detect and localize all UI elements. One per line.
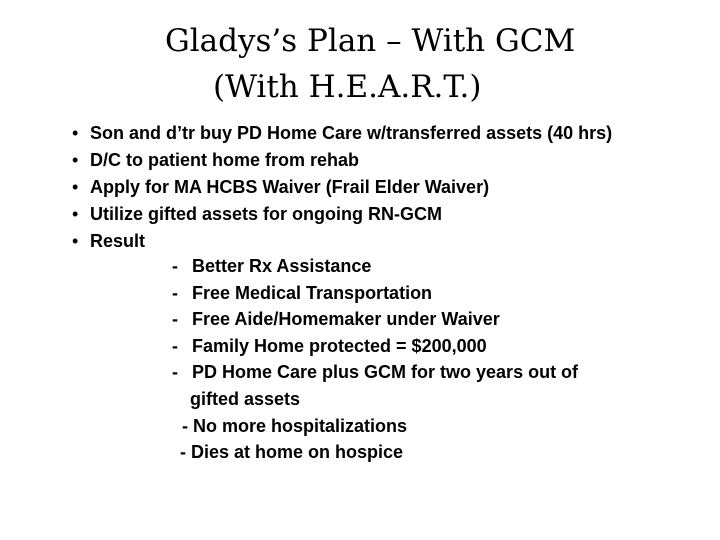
result-sublist <box>172 253 578 466</box>
bullet-dot-icon: • <box>72 150 79 170</box>
dash-marker: - <box>172 256 178 276</box>
dash-marker: - <box>172 362 178 383</box>
result-item <box>172 439 578 466</box>
bullet-item <box>72 120 612 147</box>
slide-title-line-2: (With H.E.A.R.T.) <box>213 69 482 105</box>
dash-marker: - <box>172 282 178 303</box>
result-item <box>172 413 578 440</box>
result-text: Better Rx Assistance <box>192 256 372 276</box>
result-item-continuation <box>172 386 578 413</box>
result-text: gifted assets <box>190 388 301 409</box>
result-item <box>172 280 578 307</box>
bullet-item <box>72 228 612 255</box>
bullet-text: Result <box>90 231 146 251</box>
bullet-dot-icon: • <box>72 204 79 224</box>
bullet-item <box>72 201 612 228</box>
bullet-dot-icon: • <box>72 231 79 251</box>
result-text: Free Aide/Homemaker under Waiver <box>192 309 500 330</box>
dash-marker: - <box>172 309 178 330</box>
result-item <box>172 253 578 280</box>
bullet-text: D/C to patient home from rehab <box>90 150 360 170</box>
bullet-text: Son and d’tr buy PD Home Care w/transferred assets (40 hrs) <box>90 123 613 143</box>
result-item <box>172 359 578 386</box>
dash-marker: - <box>172 335 178 356</box>
bullet-text: Utilize gifted assets for ongoing RN-GCM <box>90 204 443 224</box>
result-item <box>172 306 578 333</box>
result-text: Free Medical Transportation <box>192 282 433 303</box>
bullet-dot-icon: • <box>72 123 79 143</box>
bullet-item <box>72 174 612 201</box>
result-text: PD Home Care plus GCM for two years out of <box>192 362 579 383</box>
slide-title-line-1: Gladys’s Plan – With GCM <box>165 23 576 59</box>
bullet-item <box>72 147 612 174</box>
result-text: - No more hospitalizations <box>182 415 408 436</box>
bullet-list <box>72 120 612 255</box>
result-text: Family Home protected = $200,000 <box>192 335 487 356</box>
bullet-dot-icon: • <box>72 177 79 197</box>
bullet-text: Apply for MA HCBS Waiver (Frail Elder Waiver) <box>90 177 490 197</box>
result-text: - Dies at home on hospice <box>180 442 404 463</box>
result-item <box>172 333 578 360</box>
